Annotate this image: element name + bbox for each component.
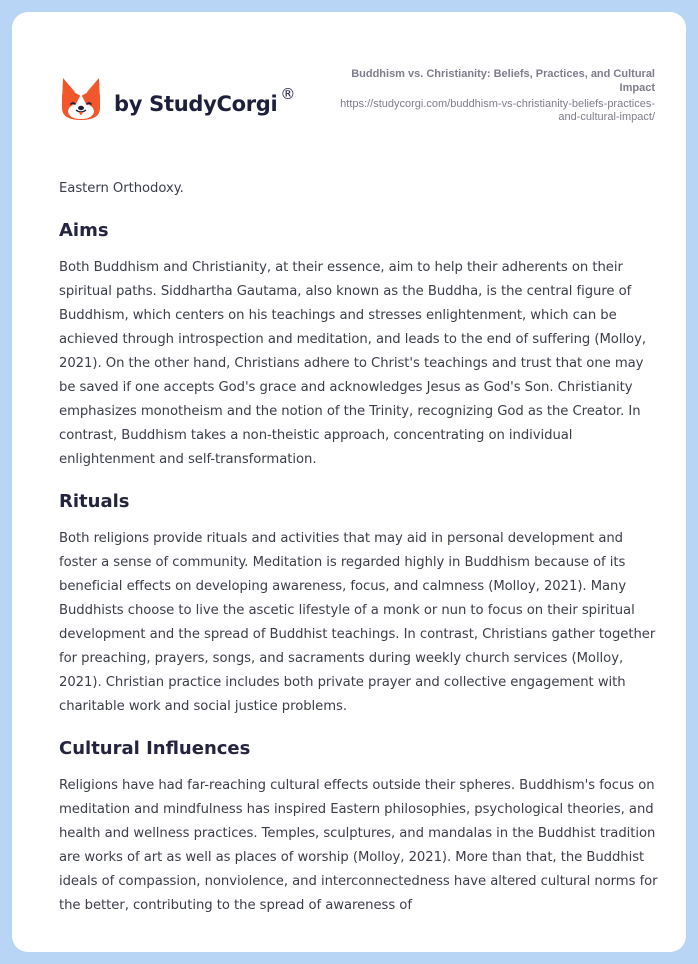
document-meta	[325, 67, 655, 124]
document-title: Buddhism vs. Christianity: Beliefs, Practices, and Cultural Impact	[351, 68, 655, 94]
section-heading-rituals: Rituals	[59, 491, 130, 512]
section-heading-aims: Aims	[59, 220, 109, 241]
section-body-rituals: Both religions provide rituals and activities that may aid in personal development and foster a sense of community. Meditation is regarded highly in Buddhism because of its beneficial effects on developing awareness, focus, and calmness (Molloy, 2021). Many Buddhists choose to live the ascetic lifestyle of a monk or nun to focus on their spiritual development and the spread of Buddhist teachings. In contrast, Christians gather together for preaching, prayers, songs, and sacraments during weekly church services (Molloy, 2021). Christian practice includes both private prayer and collective engagement with charitable work and social justice problems.	[59, 531, 656, 714]
section-heading-cultural-influences: Cultural Influences	[59, 738, 251, 759]
lead-paragraph: Eastern Orthodoxy.	[59, 181, 184, 196]
brand-name: by StudyCorgi ®	[114, 85, 296, 116]
section-body-cultural-influences: Religions have had far-reaching cultural effects outside their spheres. Buddhism's focus on meditation and mindfulness has inspired Eastern philosophies, psychological theories, and health and wellness practices. Temples, sculptures, and mandalas in the Buddhist tradition are works of art as well as places of worship (Molloy, 2021). More than that, the Buddhist ideals of compassion, nonviolence, and interconnectedness have altered cultural norms for the better, contributing to the spread of awareness of	[59, 778, 658, 913]
section-body-aims: Both Buddhism and Christianity, at their essence, aim to help their adherents on their spiritual paths. Siddhartha Gautama, also known as the Buddha, is the central figure of Buddhism, which centers on his teachings and stresses enlightenment, which can be achieved through introspection and meditation, and leads to the end of suffering (Molloy, 2021). On the other hand, Christians adhere to Christ's teachings and trust that one may be saved if one accepts God's grace and acknowledges Jesus as God's Son. Christianity emphasizes monotheism and the notion of the Trinity, recognizing God as the Creator. In contrast, Buddhism takes a non-theistic approach, concentrating on individual enlightenment and self-transformation.	[59, 260, 646, 467]
document-url[interactable]: https://studycorgi.com/buddhism-vs-christianity-beliefs-practices-and-cultural-impact/	[340, 98, 655, 123]
studycorgi-logo[interactable]	[60, 76, 295, 122]
page-header	[12, 12, 686, 162]
document-page	[12, 12, 686, 952]
registered-mark: ®	[280, 85, 296, 103]
corgi-logo-icon	[60, 76, 102, 122]
article-body	[59, 177, 659, 918]
